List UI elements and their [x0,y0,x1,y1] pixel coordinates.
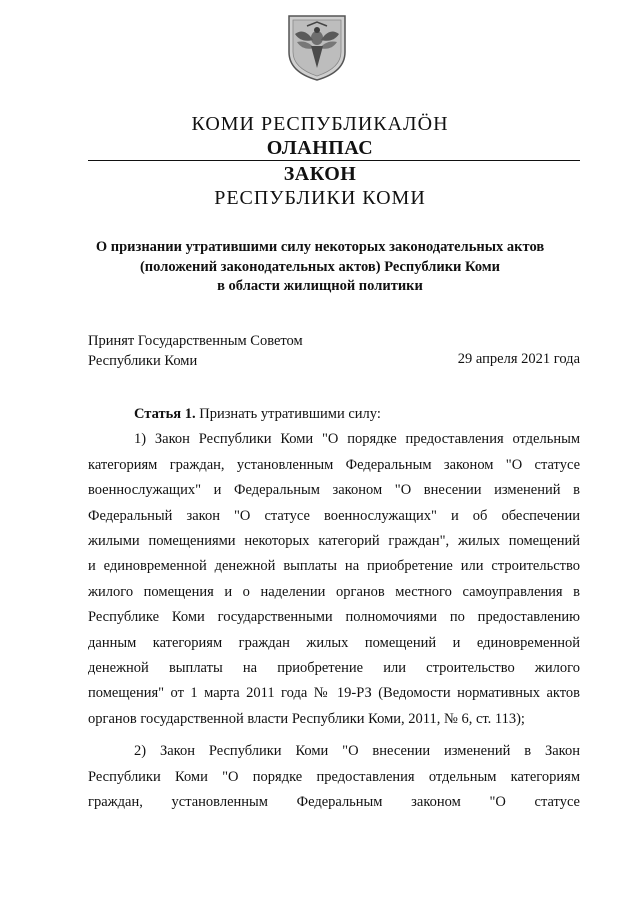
law-subject-line1: О признании утратившими силу некоторых законодательных актов [95,239,545,255]
item-2-line: 2) Закон Республики Коми "О внесении изменений в Закон [134,743,580,760]
item-1-line: помещения" от 1 марта 2011 года № 19-РЗ (Ведомости нормативных актов [88,685,580,702]
item-1-line: Федеральный закон "О статусе военнослужащих" и об обеспечении [88,507,580,524]
header-law-title: ЗАКОН [283,163,357,185]
header-divider [88,160,580,161]
article-1 [88,402,580,816]
item-1-line: и единовременной денежной выплаты на приобретение или строительство [88,558,580,575]
law-subject [0,238,640,297]
item-1-line: 1) Закон Республики Коми "О порядке предоставления отдельным [134,431,580,448]
item-1-line: денежной выплаты на приобретение или строительство жилого [88,660,580,677]
item-1-line: военнослужащих" и Федеральным законом "О внесении изменений в [88,482,580,499]
adoption-line2: Республики Коми [88,353,198,369]
article-1-intro: Признать утратившими силу: [195,406,381,422]
adoption-line1: Принят Государственным Советом [88,333,303,349]
item-2-line: граждан, установленным Федеральным законом "О статусе [88,794,580,811]
header-komi-line1: КОМИ РЕСПУБЛИКАЛӦН [191,113,449,135]
article-1-label: Статья 1. [134,406,196,422]
item-1-line: Республике Коми государственными полномочиями по предоставлению [88,609,580,626]
item-1-line: жилыми помещениями некоторых категорий граждан", жилых помещений [88,533,580,550]
header-komi-line2: ОЛАНПАС [266,137,374,159]
adoption-date: 29 апреля 2021 года [457,351,580,367]
law-subject-line2: (положений законодательных актов) Республики Коми [139,258,501,275]
item-1-line: категориям граждан, установленным Федеральным законом "О статусе [88,456,580,473]
adoption-authority [88,331,303,371]
item-1-line: жилого помещения и о наделении органов местного самоуправления в [88,583,580,600]
article-1-heading [88,402,580,427]
item-1-line: данным категориям граждан жилых помещений и единовременной [88,634,580,651]
header-republic: РЕСПУБЛИКИ КОМИ [214,187,426,209]
law-subject-line3: в области жилищной политики [217,278,423,294]
item-2-line: Республики Коми "О порядке предоставления отдельным категориям [88,768,580,785]
article-1-item-1 [88,427,580,732]
coat-of-arms-emblem [285,12,349,82]
item-1-line: органов государственной власти Республики Коми, 2011, № 6, ст. 113); [88,710,525,727]
article-1-item-2 [88,739,580,815]
